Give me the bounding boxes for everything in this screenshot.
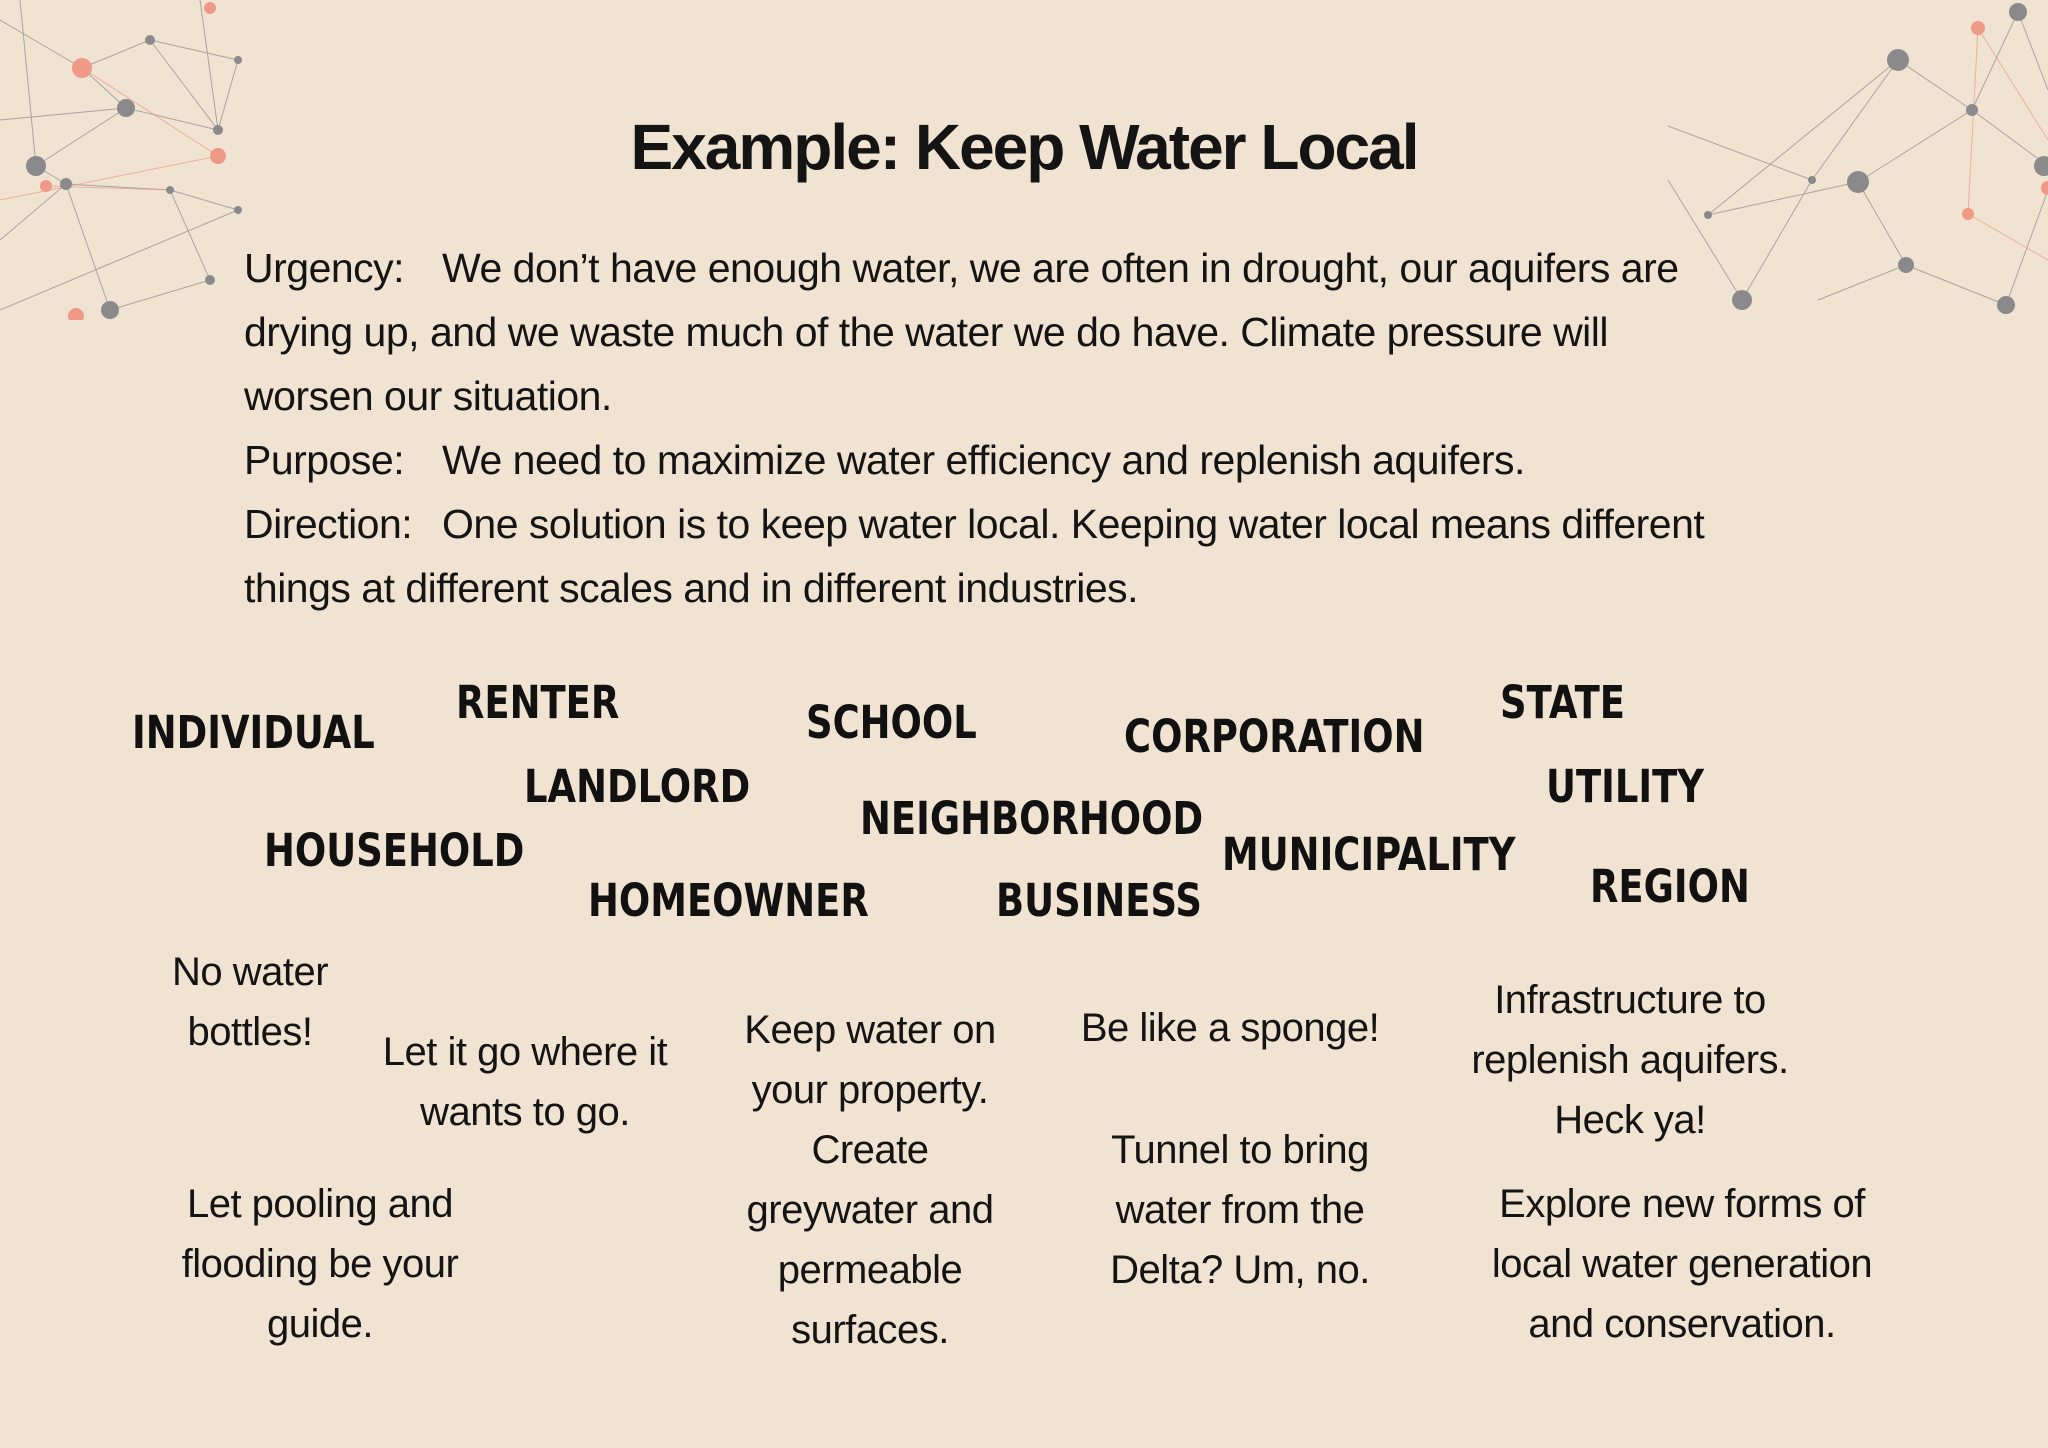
direction-text-1: One solution is to keep water local. Keeping water local means different <box>442 501 1705 547</box>
scale-neighborhood: NEIGHBORHOOD <box>860 792 1204 845</box>
purpose-text: We need to maximize water efficiency and replenish aquifers. <box>442 437 1525 483</box>
urgency-line-2: drying up, and we waste much of the water we do have. Climate pressure will <box>244 309 1609 355</box>
scale-state: STATE <box>1500 676 1625 729</box>
direction-line-2: things at different scales and in different industries. <box>244 565 1139 611</box>
direction-line-1 <box>244 492 1704 556</box>
note-infrastructure: Infrastructure to replenish aquifers. Heck ya! <box>1471 978 1789 1142</box>
note-no-water-bottles: No water bottles! <box>171 950 329 1054</box>
scale-homeowner: HOMEOWNER <box>588 874 869 927</box>
page-title: Example: Keep Water Local <box>630 111 1418 183</box>
note-explore-new-forms: Explore new forms of local water generation and conservation. <box>1491 1182 1873 1346</box>
scale-region: REGION <box>1590 860 1750 913</box>
direction-label: Direction: <box>244 501 413 547</box>
scale-renter: RENTER <box>456 676 620 729</box>
scale-landlord: LANDLORD <box>524 760 751 813</box>
scale-corporation: CORPORATION <box>1124 710 1425 763</box>
scale-school: SCHOOL <box>806 696 977 749</box>
scale-individual: INDIVIDUAL <box>132 706 375 759</box>
scale-utility: UTILITY <box>1546 760 1705 813</box>
urgency-text-1: We don’t have enough water, we are often in drought, our aquifers are <box>442 245 1679 291</box>
note-tunnel-delta: Tunnel to bring water from the Delta? Um, no. <box>1110 1128 1370 1292</box>
purpose-label: Purpose: <box>244 437 405 483</box>
note-keep-water-on-property: Keep water on your property. Create greywater and permeable surfaces. <box>744 1008 996 1352</box>
note-be-like-a-sponge: Be like a sponge! <box>1080 1006 1380 1050</box>
scale-municipality: MUNICIPALITY <box>1222 828 1516 881</box>
purpose-line <box>244 428 1525 492</box>
scale-household: HOUSEHOLD <box>264 824 525 877</box>
scale-business: BUSINESS <box>996 874 1202 927</box>
urgency-line-3: worsen our situation. <box>244 373 612 419</box>
note-pooling-and-flooding: Let pooling and flooding be your guide. <box>181 1182 459 1346</box>
note-let-it-go: Let it go where it wants to go. <box>382 1030 668 1134</box>
urgency-label: Urgency: <box>244 245 405 291</box>
urgency-line-1 <box>244 236 1679 300</box>
